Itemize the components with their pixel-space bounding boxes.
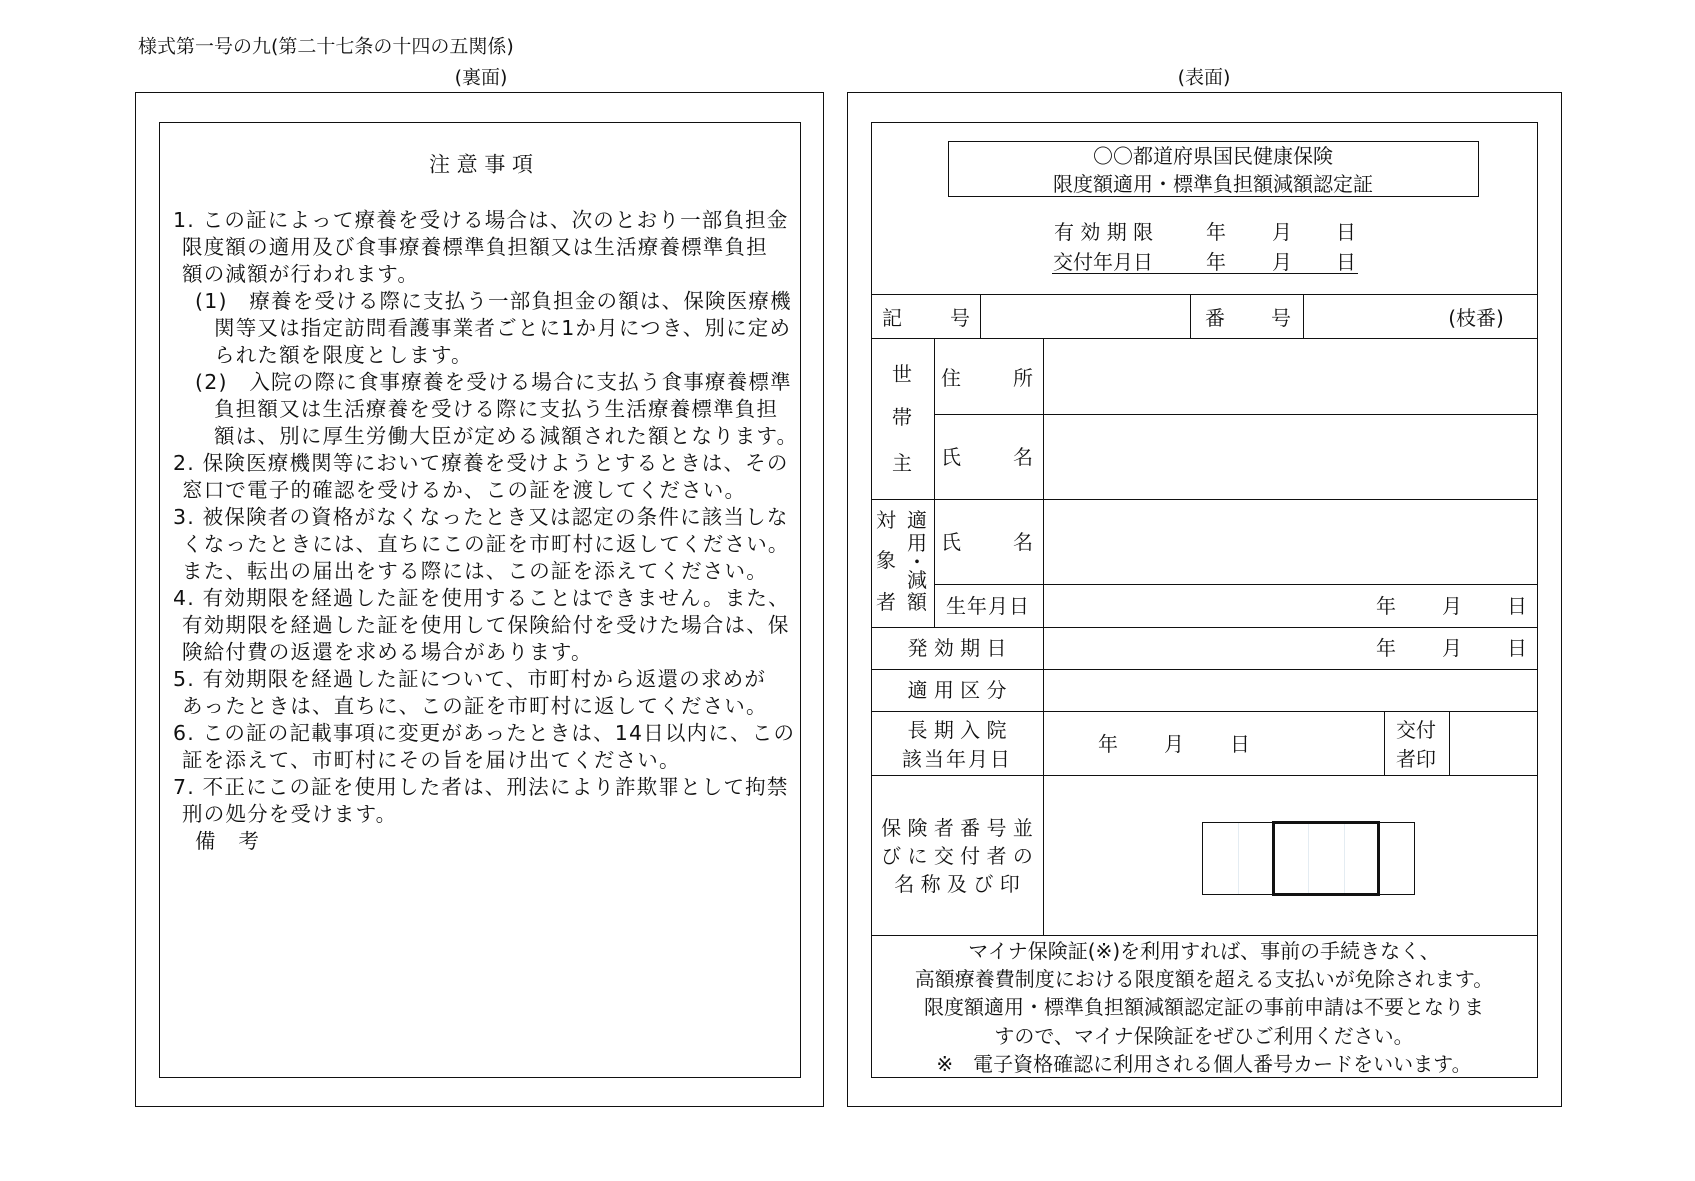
householder-char: 帯 bbox=[892, 405, 912, 429]
issuer-seal-label-1: 交付 bbox=[1396, 718, 1436, 742]
householder-name-field[interactable] bbox=[1045, 416, 1535, 497]
front-side-label: (表面) bbox=[1177, 66, 1231, 89]
grid-line bbox=[934, 338, 935, 627]
grid-line bbox=[1303, 294, 1304, 338]
symbol-field[interactable] bbox=[982, 296, 1188, 336]
effective-month: 月 bbox=[1442, 636, 1462, 660]
householder-name-label-2: 名 bbox=[1013, 445, 1033, 469]
notice-line: 7. 不正にこの証を使用した者は、刑法により詐欺罪として拘禁 bbox=[173, 775, 789, 799]
insurer-label-line: び に 交 付 者 の bbox=[881, 844, 1033, 868]
certificate-title-line2: 限度額適用・標準負担額減額認定証 bbox=[1053, 172, 1373, 196]
subject-char: 者 bbox=[876, 590, 896, 614]
notice-line: 額の減額が行われます。 bbox=[182, 262, 420, 286]
notice-line: られた額を限度とします。 bbox=[214, 343, 473, 367]
note-line: すので、マイナ保険証をぜひご利用ください。 bbox=[994, 1024, 1414, 1048]
subject-char: 対 bbox=[876, 508, 896, 532]
subject-name-label-2: 名 bbox=[1013, 530, 1033, 554]
insurer-label-line: 名 称 及 び 印 bbox=[894, 872, 1020, 896]
subject-char: 象 bbox=[876, 548, 896, 572]
notice-line: 3. 被保険者の資格がなくなったとき又は認定の条件に該当しな bbox=[173, 505, 789, 529]
birthdate-label: 生年月日 bbox=[946, 594, 1030, 618]
form-title: 様式第一号の九(第二十七条の十四の五関係) bbox=[138, 35, 514, 58]
householder-char: 主 bbox=[892, 451, 912, 475]
address-label-1: 住 bbox=[941, 366, 961, 390]
grid-line bbox=[871, 294, 1538, 295]
notice-line: (2) 入院の際に食事療養を受ける場合に支払う食事療養標準 bbox=[195, 370, 792, 394]
box-divider bbox=[1238, 823, 1239, 894]
number-field[interactable] bbox=[1305, 296, 1415, 336]
certificate-title-line1: 〇〇都道府県国民健康保険 bbox=[1093, 144, 1333, 168]
subject-sub-char: ・ bbox=[907, 550, 927, 574]
grid-line bbox=[1384, 711, 1385, 775]
issue-date-underline bbox=[1052, 273, 1358, 274]
grid-line bbox=[871, 711, 1538, 712]
issue-day: 日 bbox=[1336, 250, 1356, 274]
validity-day: 日 bbox=[1336, 220, 1356, 244]
grid-line bbox=[871, 935, 1538, 936]
notice-line: 限度額の適用及び食事療養標準負担額又は生活療養標準負担 bbox=[182, 235, 768, 259]
notice-line: くなったときには、直ちにこの証を市町村に返してください。 bbox=[182, 532, 790, 556]
subject-name-field[interactable] bbox=[1045, 501, 1535, 582]
notice-line: 有効期限を経過した証を使用して保険給付を受けた場合は、保 bbox=[182, 613, 790, 637]
grid-line bbox=[934, 414, 1538, 415]
grid-line bbox=[934, 584, 1538, 585]
long-stay-month: 月 bbox=[1164, 732, 1184, 756]
effective-day: 日 bbox=[1507, 636, 1527, 660]
grid-line bbox=[871, 627, 1538, 628]
birth-year: 年 bbox=[1376, 594, 1396, 618]
issue-month: 月 bbox=[1272, 250, 1292, 274]
long-stay-label-2: 該当年月日 bbox=[902, 747, 1012, 771]
notice-line: 険給付費の返還を求める場合があります。 bbox=[182, 640, 593, 664]
insurer-label-line: 保 険 者 番 号 並 bbox=[881, 816, 1033, 840]
number-label-1: 番 bbox=[1205, 306, 1225, 330]
issue-date-label: 交付年月日 bbox=[1053, 250, 1153, 274]
validity-month: 月 bbox=[1272, 220, 1292, 244]
grid-line bbox=[1043, 338, 1044, 935]
long-stay-day: 日 bbox=[1230, 732, 1250, 756]
grid-line bbox=[980, 294, 981, 338]
issuer-seal-label-2: 者印 bbox=[1396, 747, 1436, 771]
notice-line: 証を添えて、市町村にその旨を届け出てください。 bbox=[182, 748, 681, 772]
validity-year: 年 bbox=[1206, 220, 1226, 244]
notice-line: 窓口で電子的確認を受けるか、この証を渡してください。 bbox=[182, 478, 747, 502]
note-line: 高額療養費制度における限度額を超える支払いが免除されます。 bbox=[914, 967, 1494, 991]
issue-year: 年 bbox=[1206, 250, 1226, 274]
seal-box bbox=[1272, 821, 1380, 896]
address-label-2: 所 bbox=[1013, 366, 1033, 390]
number-label-2: 号 bbox=[1271, 306, 1291, 330]
subject-sub-char: 減 bbox=[907, 568, 927, 592]
note-line: 限度額適用・標準負担額減額認定証の事前申請は不要となりま bbox=[924, 995, 1484, 1019]
note-line: ※ 電子資格確認に利用される個人番号カードをいいます。 bbox=[936, 1052, 1472, 1076]
householder-char: 世 bbox=[892, 362, 912, 386]
notice-line: あったときは、直ちに、この証を市町村に返してください。 bbox=[182, 694, 768, 718]
category-label: 適 用 区 分 bbox=[907, 678, 1007, 702]
birth-month: 月 bbox=[1442, 594, 1462, 618]
notice-line: 額は、別に厚生労働大臣が定める減額された額となります。 bbox=[214, 424, 799, 448]
long-stay-label-1: 長 期 入 院 bbox=[907, 718, 1007, 742]
notice-line: 関等又は指定訪問看護事業者ごとに1か月につき、別に定め bbox=[214, 316, 792, 340]
back-side-label: (裏面) bbox=[454, 66, 508, 89]
notice-line: 4. 有効期限を経過した証を使用することはできません。また、 bbox=[173, 586, 790, 610]
symbol-label-1: 記 bbox=[882, 306, 902, 330]
householder-name-label-1: 氏 bbox=[941, 445, 961, 469]
notice-line: 5. 有効期限を経過した証について、市町村から返還の求めが bbox=[173, 667, 767, 691]
long-stay-year: 年 bbox=[1098, 732, 1118, 756]
notice-line: 負担額又は生活療養を受ける際に支払う生活療養標準負担 bbox=[214, 397, 779, 421]
notice-line: 2. 保険医療機関等において療養を受けようとするときは、その bbox=[173, 451, 789, 475]
notice-line: 1. この証によって療養を受ける場合は、次のとおり一部負担金 bbox=[173, 208, 789, 232]
notice-line: (1) 療養を受ける際に支払う一部負担金の額は、保険医療機 bbox=[195, 289, 792, 313]
effective-date-label: 発 効 期 日 bbox=[907, 636, 1007, 660]
notice-line: 刑の処分を受けます。 bbox=[182, 802, 398, 826]
validity-label: 有 効 期 限 bbox=[1054, 220, 1154, 244]
notice-line: 備 考 bbox=[195, 829, 261, 853]
grid-line bbox=[1190, 294, 1191, 338]
note-line: マイナ保険証(※)を利用すれば、事前の手続きなく、 bbox=[968, 939, 1440, 963]
subject-sub-char: 適 bbox=[907, 508, 927, 532]
notice-line: また、転出の届出をする際には、この証を添えてください。 bbox=[182, 559, 768, 583]
notice-heading: 注 意 事 項 bbox=[428, 152, 534, 177]
symbol-label-2: 号 bbox=[950, 306, 970, 330]
subject-sub-char: 額 bbox=[907, 590, 927, 614]
grid-line bbox=[871, 669, 1538, 670]
grid-line bbox=[1449, 711, 1450, 775]
effective-year: 年 bbox=[1376, 636, 1396, 660]
address-field[interactable] bbox=[1045, 340, 1535, 412]
subject-sub-char: 用 bbox=[907, 531, 927, 555]
grid-line bbox=[871, 775, 1538, 776]
notice-line: 6. この証の記載事項に変更があったときは、14日以内に、この bbox=[173, 721, 796, 745]
branch-number-label: (枝番) bbox=[1448, 306, 1504, 330]
grid-line bbox=[871, 338, 1538, 339]
grid-line bbox=[871, 499, 1538, 500]
birth-day: 日 bbox=[1507, 594, 1527, 618]
category-field[interactable] bbox=[1045, 671, 1535, 709]
subject-name-label-1: 氏 bbox=[941, 530, 961, 554]
